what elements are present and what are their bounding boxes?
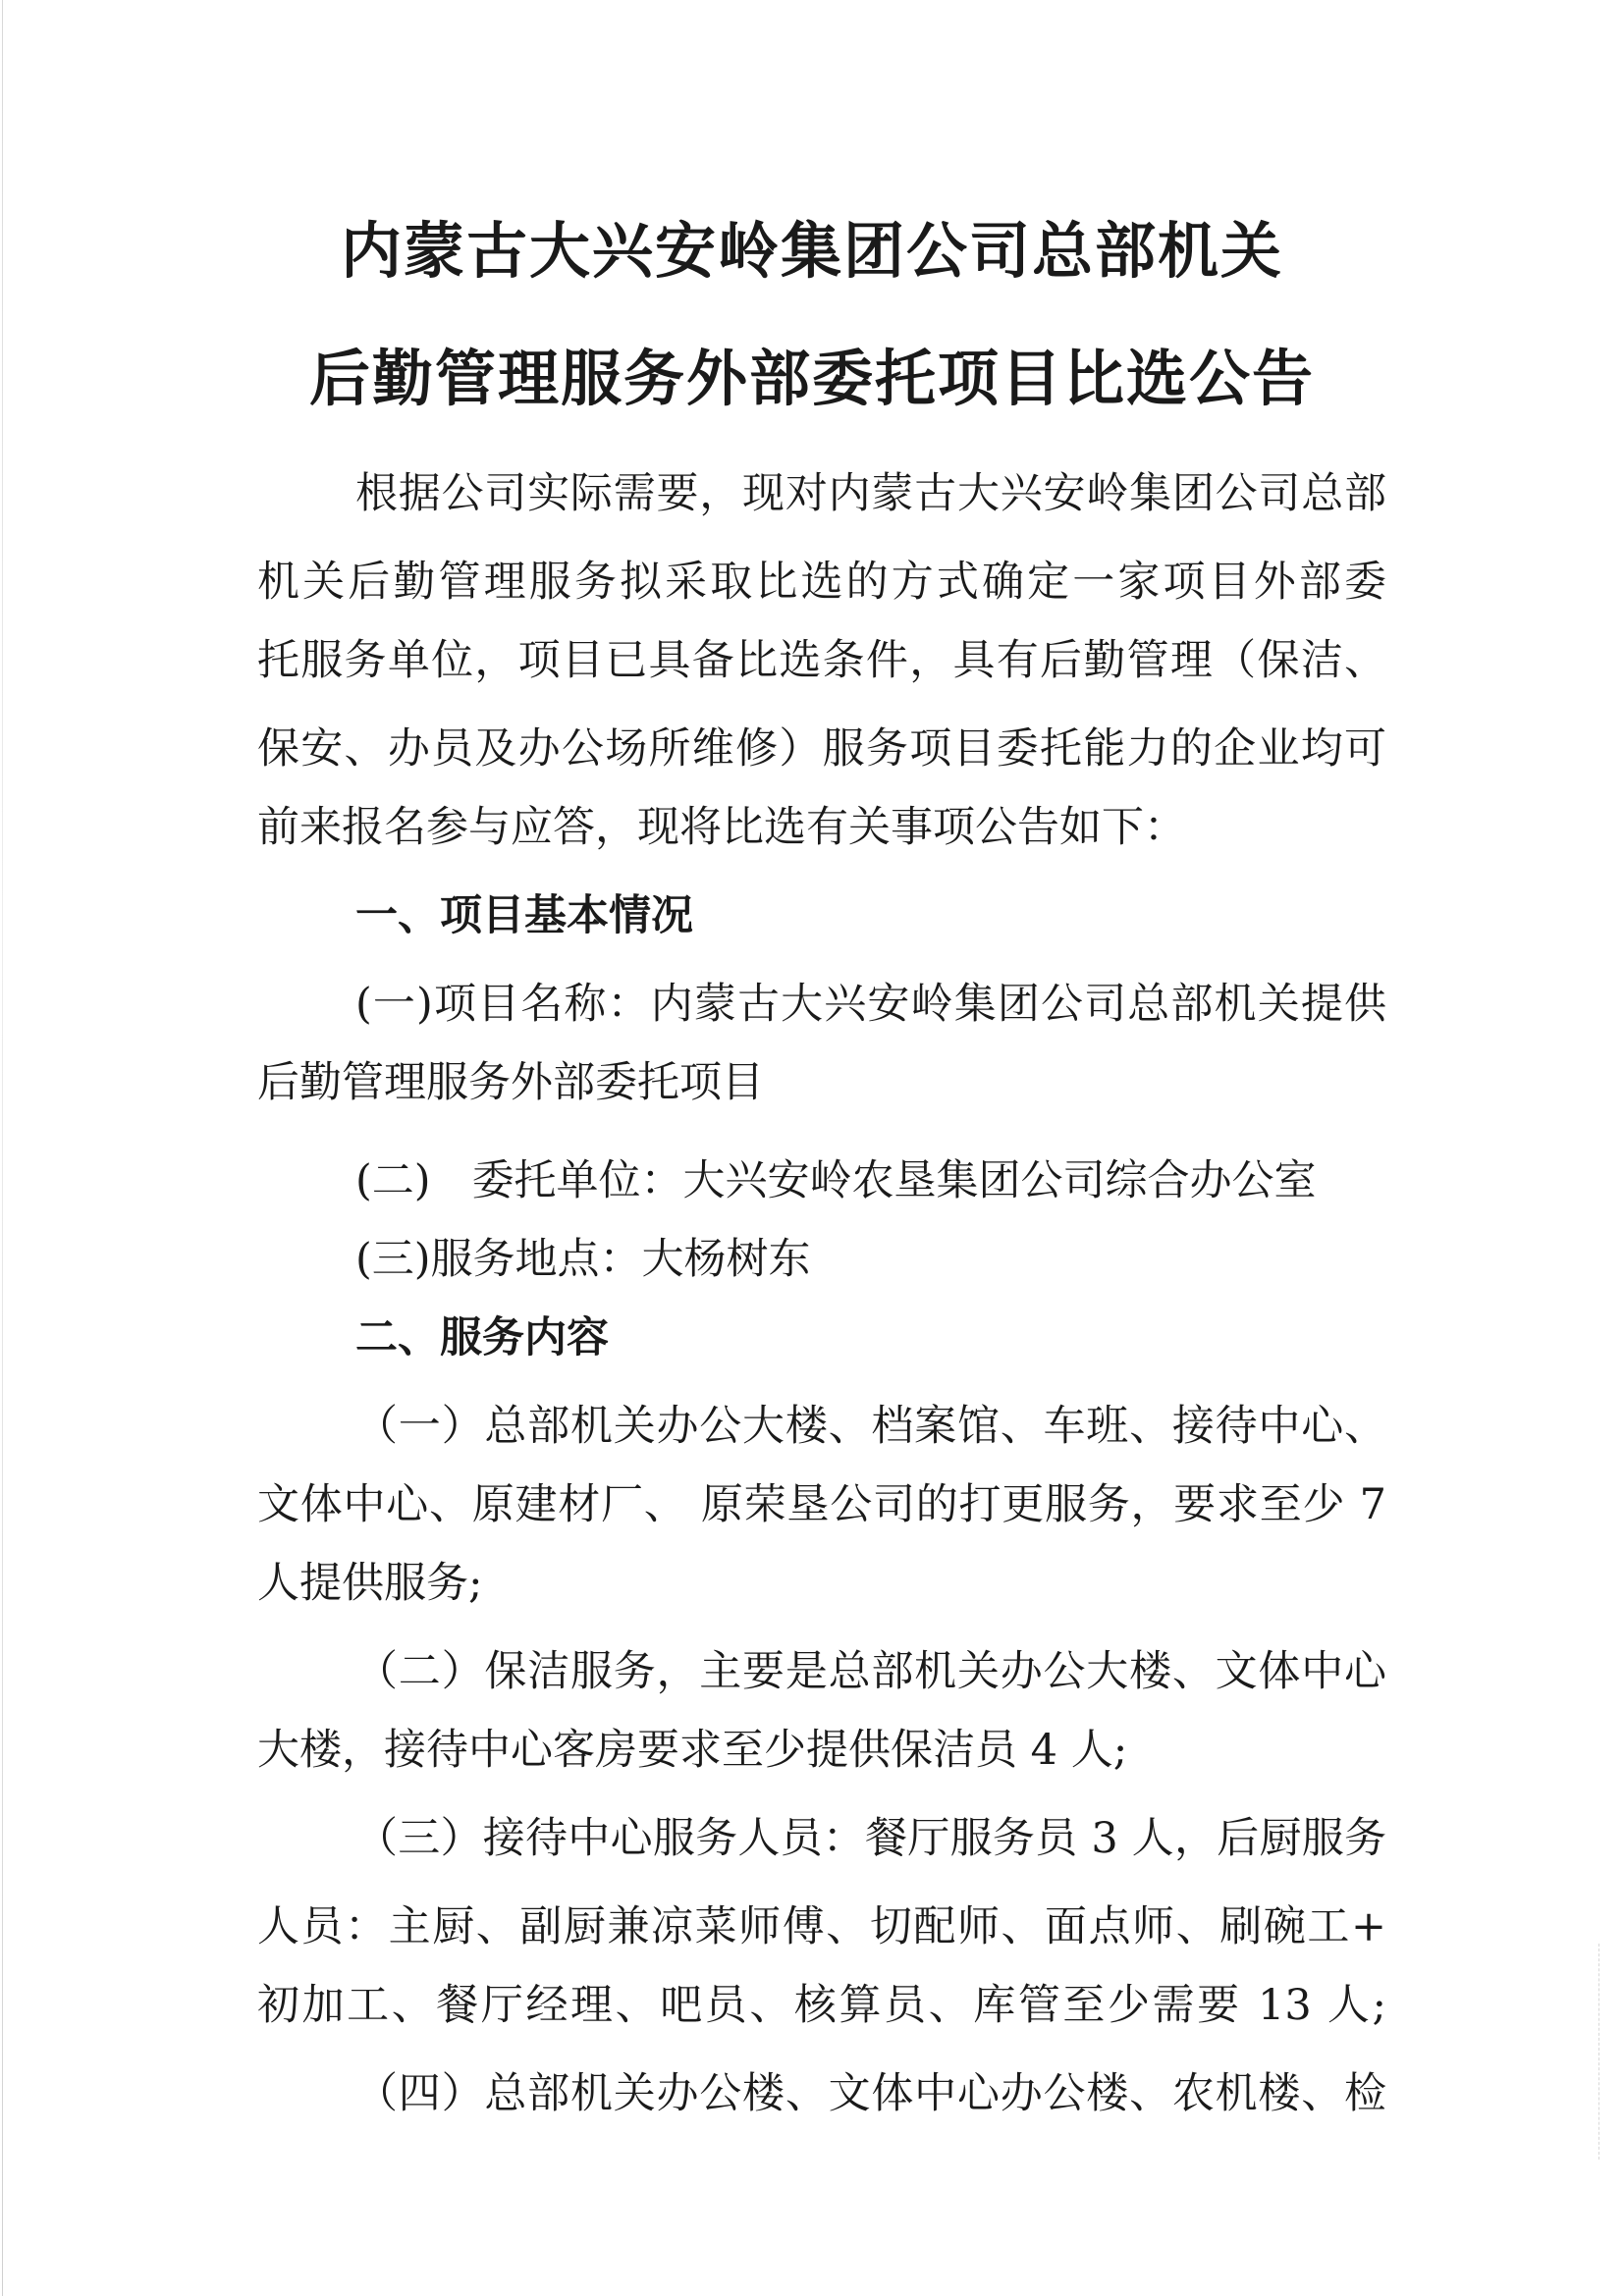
section-2-item-2-line-2: 大楼，接待中心客房要求至少提供保洁员 4 人;: [257, 1726, 1128, 1775]
section-2-item-3-line-3: 初加工、餐厅经理、吧员、核算员、库管至少需要 13 人;: [257, 1981, 1386, 2030]
section-2-item-3-line-2: 人员：主厨、副厨兼凉菜师傅、切配师、面点师、刷碗工+: [257, 1902, 1386, 1951]
section-2-item-3-line-1: （三）接待中心服务人员：餐厅服务员 3 人，后厨服务: [355, 1814, 1386, 1863]
section-1-item-2-text: 委托单位：大兴安岭农垦集团公司综合办公室: [471, 1156, 1317, 1205]
intro-line-4: 保安、办员及办公场所维修）服务项目委托能力的企业均可: [257, 724, 1386, 774]
section-2-item-1-line-2: 文体中心、原建材厂、 原荣垦公司的打更服务，要求至少 7: [257, 1480, 1386, 1529]
section-1-item-3: (三)服务地点：大杨树东: [355, 1235, 811, 1284]
section-1-item-1-line-1: (一)项目名称：内蒙古大兴安岭集团公司总部机关提供: [355, 980, 1386, 1029]
section-2-item-1-line-3: 人提供服务;: [257, 1559, 483, 1608]
section-1-heading: 一、项目基本情况: [355, 891, 693, 940]
section-1-item-2: [355, 1151, 1386, 1210]
intro-line-5: 前来报名参与应答，现将比选有关事项公告如下：: [257, 803, 1186, 852]
section-1-item-1-line-2: 后勤管理服务外部委托项目: [257, 1058, 764, 1107]
title-line-2: 后勤管理服务外部委托项目比选公告: [308, 343, 1315, 414]
intro-line-1: 根据公司实际需要，现对内蒙古大兴安岭集团公司总部: [355, 469, 1386, 518]
intro-line-2: 机关后勤管理服务拟采取比选的方式确定一家项目外部委: [257, 558, 1386, 607]
section-1-item-2-label: (二): [355, 1156, 431, 1205]
title-line-1: 内蒙古大兴安岭集团公司总部机关: [340, 215, 1283, 287]
scan-edge-right: [1598, 1944, 1619, 2160]
intro-line-3: 托服务单位，项目已具备比选条件，具有后勤管理（保洁、: [257, 636, 1386, 685]
section-2-item-4-line-1: （四）总部机关办公楼、文体中心办公楼、农机楼、检: [355, 2069, 1386, 2118]
section-2-item-2-line-1: （二）保洁服务，主要是总部机关办公大楼、文体中心: [355, 1647, 1386, 1696]
section-2-heading: 二、服务内容: [355, 1313, 609, 1362]
section-2-item-1-line-1: （一）总部机关办公大楼、档案馆、车班、接待中心、: [355, 1402, 1386, 1451]
